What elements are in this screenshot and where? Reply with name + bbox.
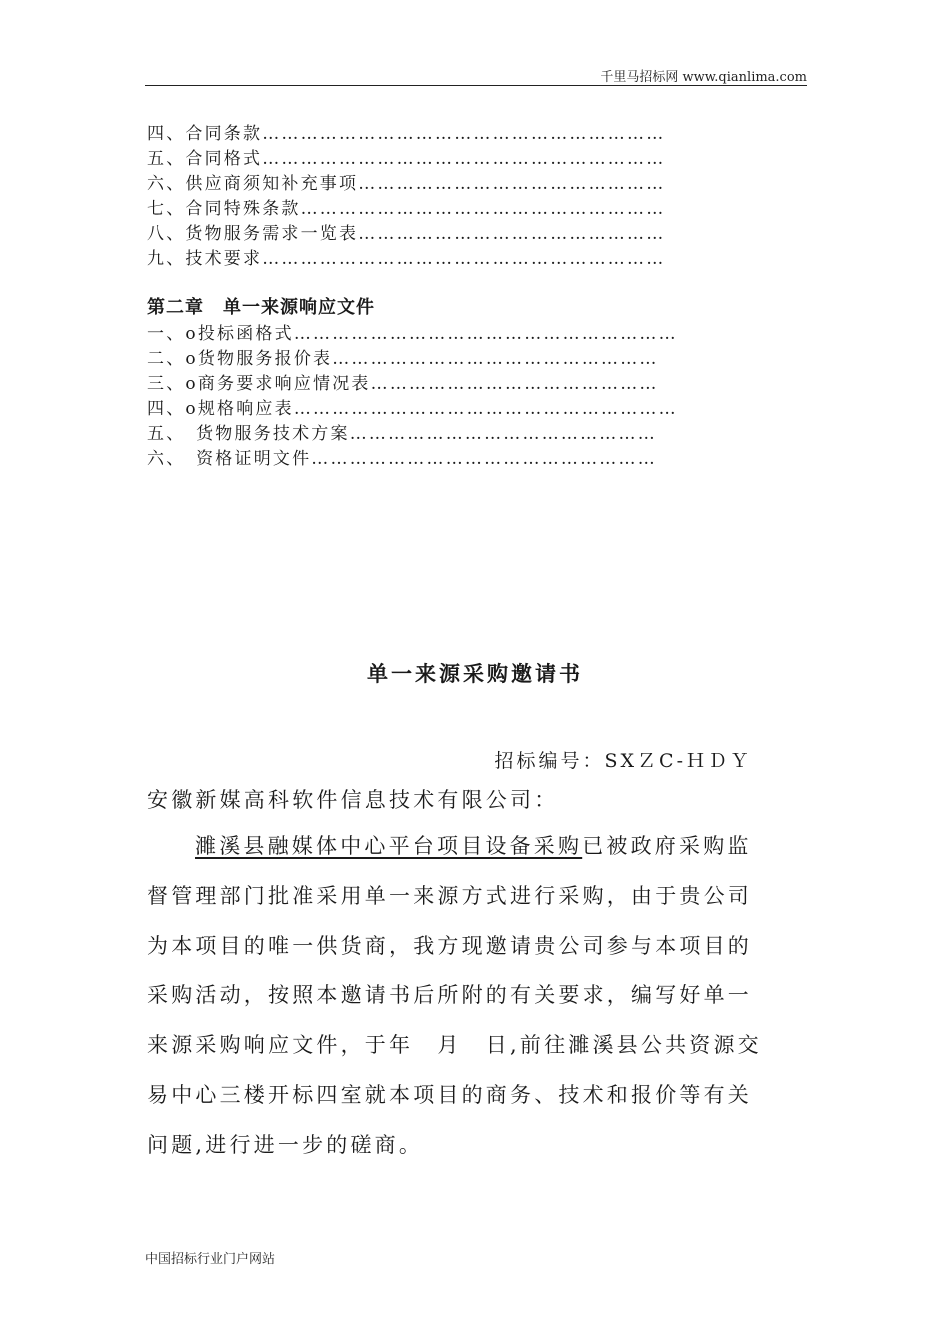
toc-item: 六、供应商须知补充事项………………………………………… [147, 174, 666, 194]
header-divider [145, 85, 807, 86]
tender-number: 招标编号：SXＺC-ＨＤＹ [494, 750, 752, 772]
toc-item: 九、技术要求……………………………………………………… [147, 249, 666, 269]
toc-item: 一、o投标函格式…………………………………………………… [147, 324, 678, 344]
toc-item: 七、合同特殊条款………………………………………………… [147, 199, 666, 219]
letter-title: 单一来源采购邀请书 [367, 662, 583, 686]
body-line: 问题,进行进一步的磋商。 [147, 1132, 424, 1157]
toc-item: 五、 货物服务技术方案………………………………………… [147, 424, 657, 444]
toc-item: 五、合同格式……………………………………………………… [147, 149, 666, 169]
toc-item: 三、o商务要求响应情况表……………………………………… [147, 374, 659, 394]
project-name: 濉溪县融媒体中心平台项目设备采购 [195, 834, 583, 858]
body-text: 已被政府采购监 [582, 834, 752, 858]
toc-item: 二、o货物服务报价表…………………………………………… [147, 349, 659, 369]
body-line: 来源采购响应文件，于年 月 日,前往濉溪县公共资源交 [147, 1033, 762, 1058]
footer-text: 中国招标行业门户网站 [145, 1252, 276, 1267]
table-of-contents [147, 122, 767, 472]
toc-item: 四、o规格响应表…………………………………………………… [147, 399, 678, 419]
toc-item: 四、合同条款……………………………………………………… [147, 124, 666, 144]
addressee: 安徽新媒高科软件信息技术有限公司： [147, 788, 559, 812]
header-site: 千里马招标网 www.qianlima.com [600, 70, 807, 85]
body-line: 易中心三楼开标四室就本项目的商务、技术和报价等有关 [147, 1082, 752, 1107]
body-line: 采购活动，按照本邀请书后所附的有关要求，编写好单一 [147, 983, 752, 1008]
letter-body [147, 822, 807, 1171]
toc-item: 六、 资格证明文件……………………………………………… [147, 449, 657, 469]
toc-item: 八、货物服务需求一览表………………………………………… [147, 224, 666, 244]
body-line [147, 822, 807, 872]
body-line: 督管理部门批准采用单一来源方式进行采购，由于贵公司 [147, 883, 752, 908]
toc-chapter-heading: 第二章 单一来源响应文件 [147, 297, 375, 318]
body-line: 为本项目的唯一供货商，我方现邀请贵公司参与本项目的 [147, 933, 752, 958]
